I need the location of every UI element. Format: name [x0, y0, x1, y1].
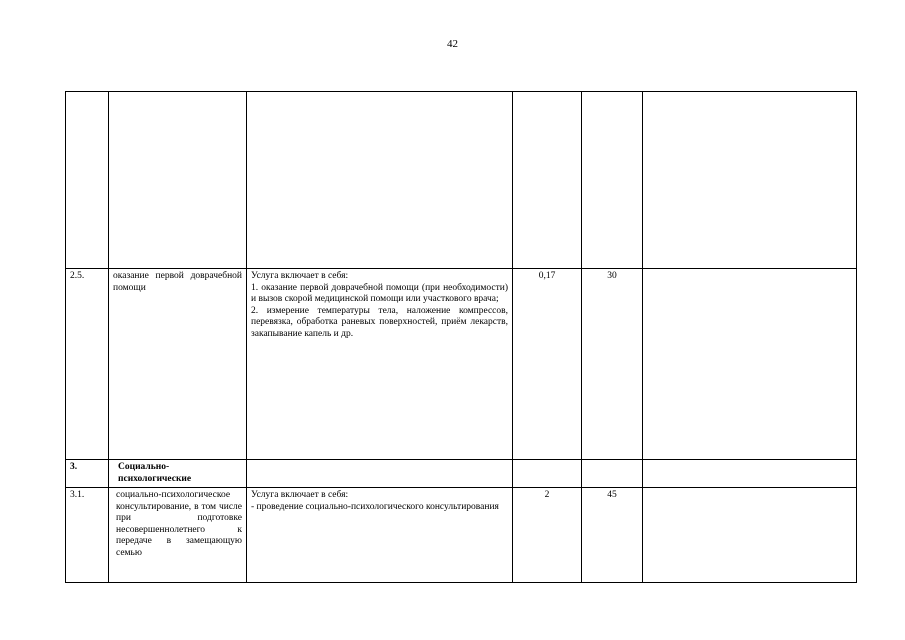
service-description	[247, 269, 513, 460]
table-cell	[643, 460, 857, 488]
value-2: 45	[582, 488, 643, 583]
value-1: 0,17	[513, 269, 582, 460]
table-cell	[643, 92, 857, 269]
section-title: Социально-психологические	[109, 460, 247, 488]
table-cell	[247, 460, 513, 488]
table-row	[66, 269, 857, 460]
description-line: Услуга включает в себя:	[251, 490, 349, 500]
section-row	[66, 460, 857, 488]
table-cell	[582, 460, 643, 488]
row-number: 3.1.	[66, 488, 109, 583]
services-table	[65, 91, 857, 583]
table-cell	[643, 269, 857, 460]
service-name: социально-психологическое консультирование, в том числе при подготовке несовершеннолетнего к передаче в замещающую семью	[109, 488, 247, 583]
description-line: Услуга включает в себя:	[251, 271, 349, 281]
section-number: 3.	[66, 460, 109, 488]
page-number: 42	[447, 38, 458, 50]
table-cell	[247, 92, 513, 269]
description-line: 1. оказание первой доврачебной помощи (при необходимости) и вызов скорой медицинской помощи или участкового врача;	[251, 282, 508, 304]
table-row	[66, 488, 857, 583]
service-name: оказание первой доврачебной помощи	[109, 269, 247, 460]
table-cell	[66, 92, 109, 269]
table-row-continuation	[66, 92, 857, 269]
description-line: - проведение социально-психологического консультирования	[251, 501, 499, 512]
table-cell	[513, 92, 582, 269]
table-cell	[643, 488, 857, 583]
table-cell	[513, 460, 582, 488]
value-1: 2	[513, 488, 582, 583]
table-cell	[109, 92, 247, 269]
value-2: 30	[582, 269, 643, 460]
service-description	[247, 488, 513, 583]
description-line: 2. измерение температуры тела, наложение компрессов, перевязка, обработка раневых поверхностей, приём лекарств, закапывание капель и др.	[251, 305, 508, 339]
table-cell	[582, 92, 643, 269]
row-number: 2.5.	[66, 269, 109, 460]
